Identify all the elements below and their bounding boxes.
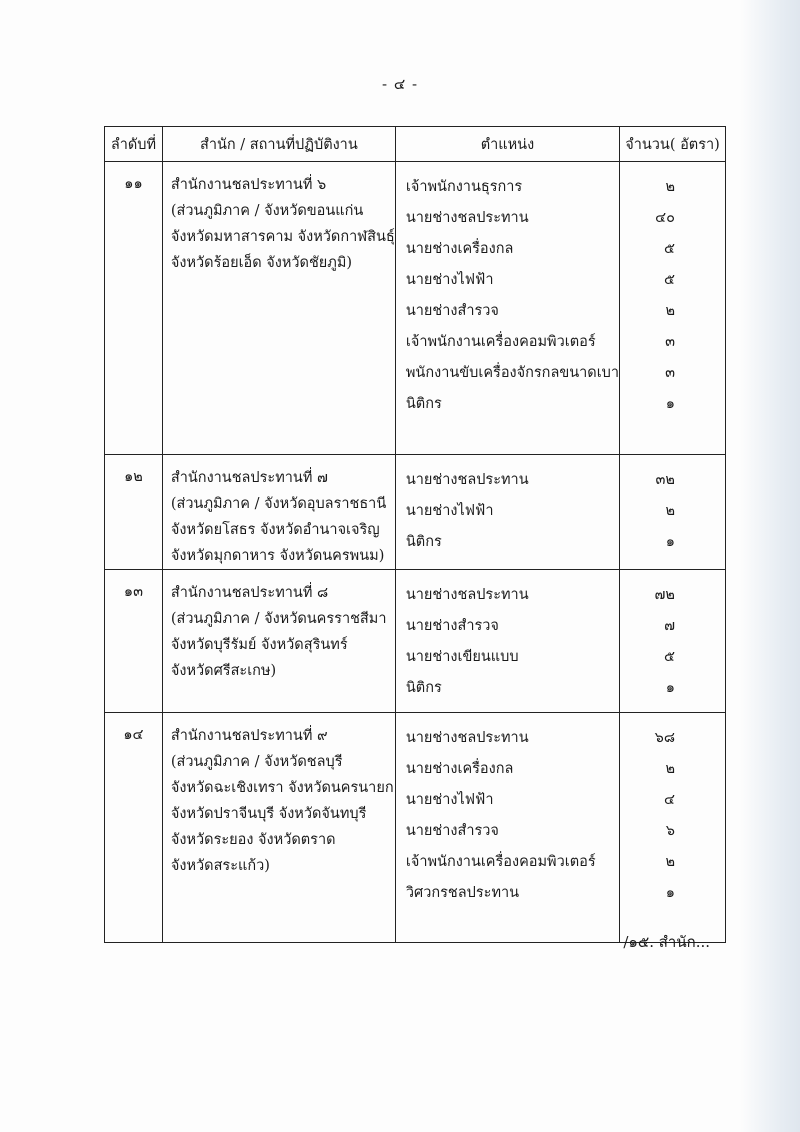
- row-counts: [620, 570, 726, 713]
- position-count: ๗: [664, 618, 675, 634]
- scan-edge: [740, 0, 800, 1132]
- position-name: นิติกร: [405, 396, 442, 412]
- position-count: ๒: [665, 761, 675, 777]
- row-office: [162, 455, 395, 570]
- header-seq: ลำดับที่: [105, 127, 163, 162]
- position-name: นายช่างชลประทาน: [405, 587, 529, 603]
- table-row: [105, 713, 726, 943]
- position-name: นายช่างสำรวจ: [405, 618, 499, 634]
- position-count: ๒: [665, 854, 675, 870]
- position-count: ๑: [665, 680, 675, 696]
- office-line: (ส่วนภูมิภาค / จังหวัดขอนแก่น: [170, 203, 364, 219]
- position-count: ๔: [664, 792, 675, 808]
- row-seq: ๑๓: [105, 570, 163, 713]
- row-positions: [395, 162, 619, 455]
- row-office: [162, 570, 395, 713]
- office-line: (ส่วนภูมิภาค / จังหวัดชลบุรี: [170, 754, 343, 770]
- position-count: ๑: [665, 396, 675, 412]
- office-line: จังหวัดปราจีนบุรี จังหวัดจันทบุรี: [170, 806, 367, 822]
- office-line: จังหวัดมุกดาหาร จังหวัดนครพนม): [170, 548, 385, 564]
- table-row: [105, 162, 726, 455]
- row-seq: ๑๑: [105, 162, 163, 455]
- position-count: ๓: [665, 365, 675, 381]
- position-count: ๑: [665, 885, 675, 901]
- position-count: ๗๒: [654, 587, 675, 603]
- position-name: วิศวกรชลประทาน: [405, 885, 520, 901]
- row-office: [162, 162, 395, 455]
- row-office: [162, 713, 395, 943]
- continuation-note: /๑๕. สำนัก...: [623, 933, 710, 951]
- position-name: นายช่างสำรวจ: [405, 823, 499, 839]
- office-line: สำนักงานชลประทานที่ ๗: [170, 470, 328, 486]
- position-name: นายช่างชลประทาน: [405, 210, 529, 226]
- header-position: ตำแหน่ง: [395, 127, 619, 162]
- position-count: ๒: [665, 503, 675, 519]
- position-name: เจ้าพนักงานเครื่องคอมพิวเตอร์: [405, 334, 596, 350]
- row-positions: [395, 570, 619, 713]
- position-name: นายช่างชลประทาน: [405, 472, 529, 488]
- position-name: นิติกร: [405, 680, 442, 696]
- header-office: สำนัก / สถานที่ปฏิบัติงาน: [162, 127, 395, 162]
- position-name: นายช่างเขียนแบบ: [405, 649, 519, 665]
- position-count: ๓: [665, 334, 675, 350]
- position-count: ๕: [664, 241, 675, 257]
- position-name: นายช่างไฟฟ้า: [405, 503, 494, 519]
- table-header-row: [105, 127, 726, 162]
- position-name: นายช่างไฟฟ้า: [405, 792, 494, 808]
- page-number: - ๔ -: [381, 75, 419, 93]
- office-line: (ส่วนภูมิภาค / จังหวัดนครราชสีมา: [170, 611, 387, 627]
- header-count: จำนวน( อัตรา): [620, 127, 726, 162]
- position-name: พนักงานขับเครื่องจักรกลขนาดเบา: [405, 365, 620, 381]
- row-positions: [395, 713, 619, 943]
- position-count: ๕: [664, 649, 675, 665]
- row-counts: [620, 713, 726, 943]
- office-line: สำนักงานชลประทานที่ ๘: [170, 585, 329, 601]
- office-line: จังหวัดยโสธร จังหวัดอำนาจเจริญ: [170, 522, 380, 538]
- office-line: (ส่วนภูมิภาค / จังหวัดอุบลราชธานี: [170, 496, 387, 512]
- position-count: ๕: [664, 272, 675, 288]
- position-name: นายช่างเครื่องกล: [405, 241, 514, 257]
- office-line: จังหวัดฉะเชิงเทรา จังหวัดนครนายก: [170, 780, 394, 796]
- office-line: จังหวัดระยอง จังหวัดตราด: [170, 832, 336, 848]
- row-counts: [620, 162, 726, 455]
- position-name: นายช่างเครื่องกล: [405, 761, 514, 777]
- position-name: เจ้าพนักงานธุรการ: [405, 179, 523, 195]
- office-line: จังหวัดบุรีรัมย์ จังหวัดสุรินทร์: [170, 637, 348, 653]
- office-line: จังหวัดศรีสะเกษ): [170, 663, 277, 679]
- position-count: ๔๐: [655, 210, 675, 226]
- row-seq: ๑๔: [105, 713, 163, 943]
- table-row: [105, 455, 726, 570]
- office-line: สำนักงานชลประทานที่ ๖: [170, 177, 327, 193]
- office-line: จังหวัดร้อยเอ็ด จังหวัดชัยภูมิ): [170, 255, 353, 271]
- position-count: ๒: [665, 303, 675, 319]
- office-line: จังหวัดสระแก้ว): [170, 858, 270, 874]
- position-count: ๖๘: [654, 730, 675, 746]
- position-name: นายช่างไฟฟ้า: [405, 272, 494, 288]
- position-name: นายช่างสำรวจ: [405, 303, 499, 319]
- position-count: ๒: [665, 179, 675, 195]
- position-name: นายช่างชลประทาน: [405, 730, 529, 746]
- position-count: ๑: [665, 534, 675, 550]
- position-name: นิติกร: [405, 534, 442, 550]
- office-line: จังหวัดมหาสารคาม จังหวัดกาฬสินธุ์: [170, 229, 395, 245]
- position-name: เจ้าพนักงานเครื่องคอมพิวเตอร์: [405, 854, 596, 870]
- table-row: [105, 570, 726, 713]
- office-line: สำนักงานชลประทานที่ ๙: [170, 728, 328, 744]
- positions-table: [104, 126, 726, 943]
- row-counts: [620, 455, 726, 570]
- position-count: ๓๒: [655, 472, 675, 488]
- row-seq: ๑๒: [105, 455, 163, 570]
- row-positions: [395, 455, 619, 570]
- position-count: ๖: [665, 823, 675, 839]
